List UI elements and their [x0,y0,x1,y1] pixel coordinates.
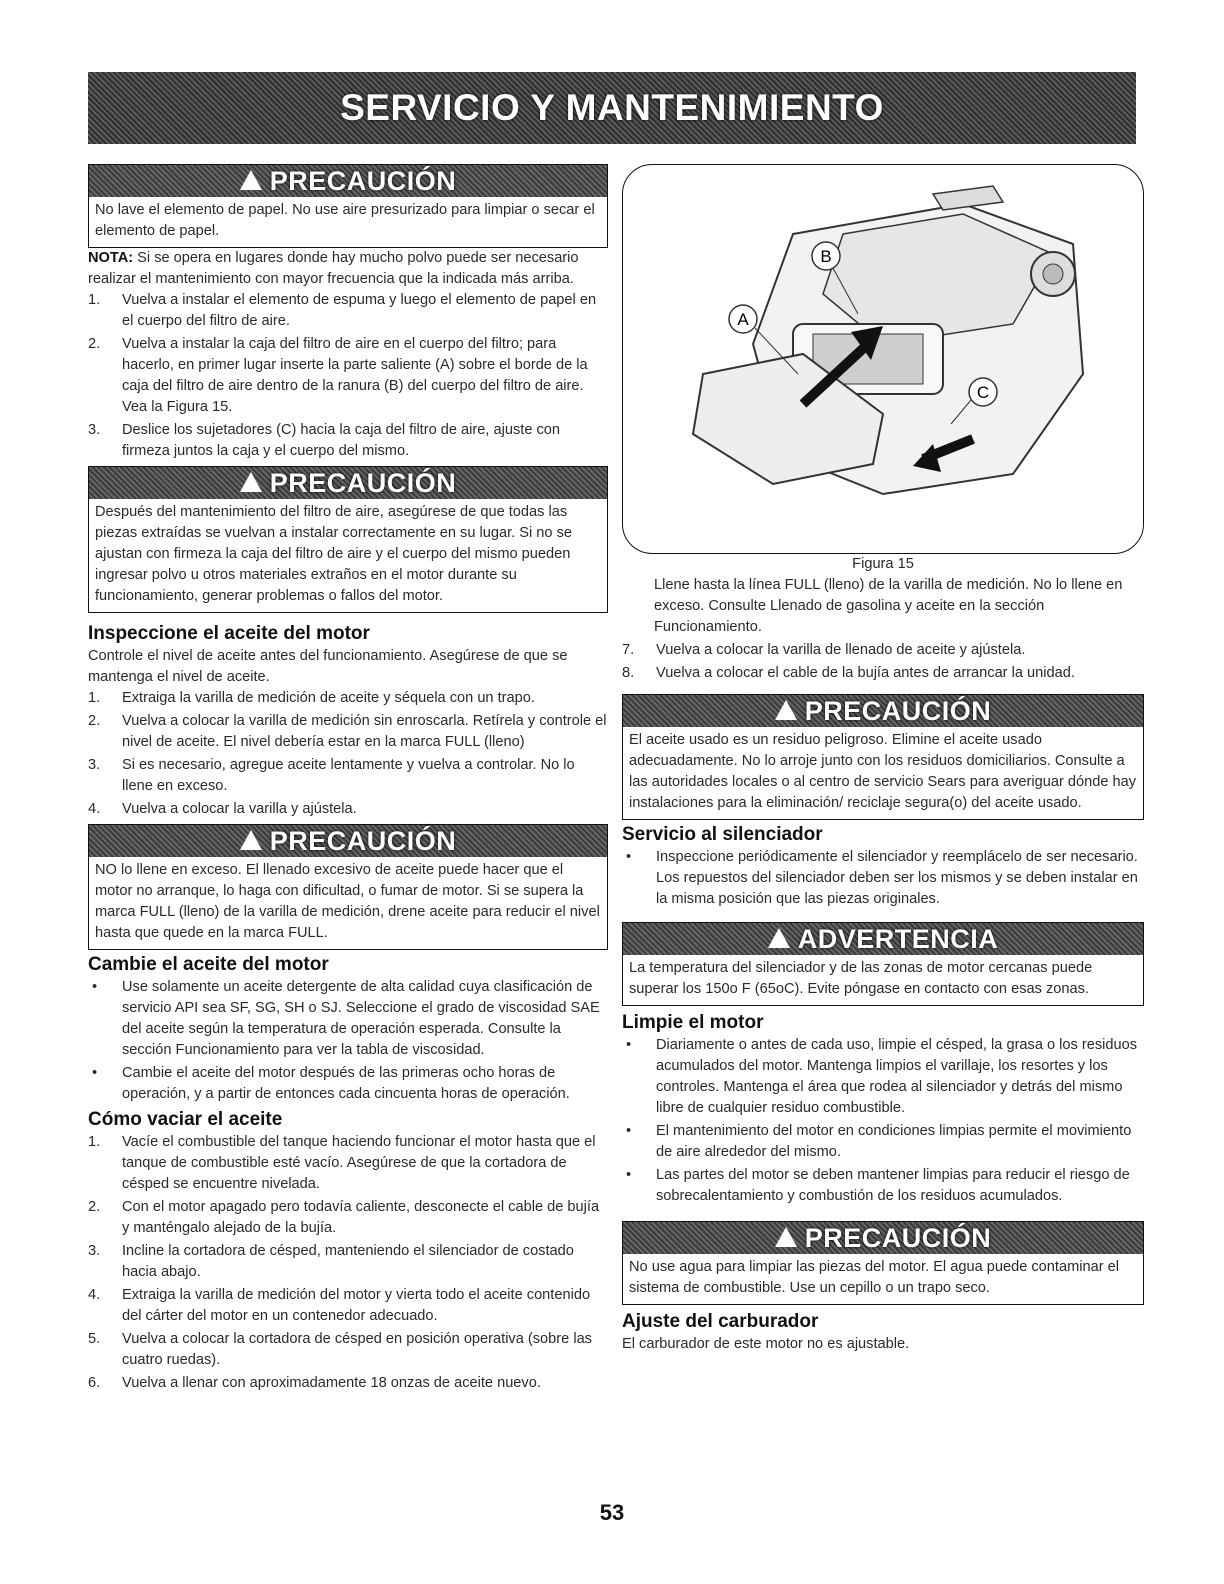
step-number: 3. [88,422,101,438]
list-item [88,334,608,418]
carburetor-text: El carburador de este motor no es ajustable. [622,1336,910,1352]
list-item [88,1329,608,1371]
warning-triangle-icon [775,1227,797,1247]
step-number: 1. [88,690,101,706]
list-item [88,1373,608,1394]
bullet-icon: • [626,1123,632,1139]
bullet-icon: • [626,1037,632,1053]
bullet-icon: • [626,1167,632,1183]
bullet-icon: • [92,1065,98,1081]
step-text: Vacíe el combustible del tanque haciendo funcionar el motor hasta que el tanque de combustible esté vacío. Asegúrese de que la cortadora de césped se encuentre nivelada. [122,1134,596,1192]
page-number: 53 [599,1500,625,1525]
step-text: Vuelva a colocar el cable de la bujía antes de arrancar la unidad. [656,665,1075,681]
bullet-text: Inspeccione periódicamente el silenciador y reemplácelo de ser necesario. Los repuestos del silenciador deben ser los mismos y se deben instalar en la misma posición que las piezas originales. [656,849,1138,907]
warning-header [623,923,1143,955]
section-header [88,72,1136,144]
step-text: Deslice los sujetadores (C) hacia la caja del filtro de aire, ajuste con firmeza juntos la caja y el cuerpo del mismo. [122,422,561,459]
caution-header [89,165,607,197]
change-oil-bullets [88,977,608,1105]
bullet-text: El mantenimiento del motor en condiciones limpias permite el movimiento de aire alrededor del mismo. [656,1123,1132,1160]
warning-triangle-icon [240,472,262,492]
warning-triangle-icon [240,170,262,190]
step-text: Si es necesario, agregue aceite lentamente y vuelva a controlar. No lo llene en exceso. [122,757,575,794]
list-item [88,1063,608,1105]
bullet-icon: • [92,979,98,995]
note-label: NOTA: [88,250,134,266]
caution-box-water [622,1221,1144,1305]
heading-inspect-oil: Inspeccione el aceite del motor [88,623,370,644]
warning-triangle-icon [775,700,797,720]
inspect-steps [88,688,608,820]
step-number: 4. [88,801,101,817]
note-text: Si se opera en lugares donde hay mucho polvo puede ser necesario realizar el mantenimiento con mayor frecuencia que la indicada más arriba. [88,250,579,287]
step-number: 4. [88,1287,101,1303]
warning-triangle-icon [240,830,262,850]
heading-drain-oil: Cómo vaciar el aceite [88,1109,283,1130]
caution-title: PRECAUCIÓN [269,467,457,498]
step-text: Vuelva a colocar la varilla de llenado de aceite y ajústela. [656,642,1026,658]
caution-text: El aceite usado es un residuo peligroso. Elimine el aceite usado adecuadamente. No lo arroje junto con los residuos domiciliarios. Consulte a las autoridades locales o al centro de servicio Sears para averiguar dónde hay instalaciones para la eliminación/ reciclaje segura(o) del aceite usado. [629,732,1137,811]
step-text: Vuelva a llenar con aproximadamente 18 onzas de aceite nuevo. [122,1375,541,1391]
list-item [622,1165,1144,1207]
list-item [88,799,608,820]
step-text: Incline la cortadora de césped, manteniendo el silenciador de costado hacia abajo. [122,1243,574,1280]
caution-header [89,467,607,499]
figure-caption: Figura 15 [852,556,914,572]
step-text: Vuelva a instalar la caja del filtro de aire en el cuerpo del filtro; para hacerlo, en primer lugar inserte la parte saliente (A) sobre el borde de la caja del filtro de aire dentro de la ranura (B) del cuerpo del filtro de aire. Vea la Figura 15. [122,336,588,415]
caution-title: PRECAUCIÓN [804,1222,992,1253]
list-item [88,688,608,709]
step-text: Vuelva a colocar la varilla y ajústela. [122,801,357,817]
figure-15 [622,164,1144,554]
step-text: Extraiga la varilla de medición del motor y vierta todo el aceite contenido del cárter del motor en un contenedor adecuado. [122,1287,591,1324]
clean-engine-bullets [622,1035,1144,1207]
muffler-bullets [622,847,1144,910]
label-a: A [737,310,749,329]
heading-carburetor: Ajuste del carburador [622,1311,819,1332]
step-number: 7. [622,642,635,658]
drain-steps [88,1132,608,1394]
list-item [88,1132,608,1195]
step-number: 3. [88,1243,101,1259]
air-filter-illustration [633,174,1133,544]
caution-title: PRECAUCIÓN [804,695,992,726]
step-text: Con el motor apagado pero todavía caliente, desconecte el cable de bujía y manténgalo alejado de la bujía. [122,1199,600,1236]
bullet-text: Use solamente un aceite detergente de alta calidad cuya clasificación de servicio API sea SF, SG, SH o SJ. Seleccione el grado de viscosidad SAE del aceite según la temperatura de operación esperada. Consulte la sección Funcionamiento para ver la tabla de viscosidad. [122,979,600,1058]
warning-box-muffler-heat [622,922,1144,1006]
list-item [88,290,608,332]
label-b: B [820,247,832,266]
label-c: C [976,383,990,402]
list-item [88,420,608,462]
warning-triangle-icon [768,928,790,948]
caution-text: Después del mantenimiento del filtro de aire, asegúrese de que todas las piezas extraídas se vuelvan a instalar correctamente en su lugar. Si no se ajustan con firmeza la caja del filtro de aire y el cuerpo del mismo pueden ingresar polvo u otros materiales extraños en el motor durante su funcionamiento, generar problemas o fallos del motor. [95,504,572,604]
right-column [622,164,1144,1355]
caution-box-overfill [88,824,608,950]
list-item [88,711,608,753]
bullet-text: Diariamente o antes de cada uso, limpie el césped, la grasa o los residuos acumulados del motor. Mantenga limpios el varillaje, los resortes y los controles. Mantenga el área que rodea al silenciador y detrás del mismo libre de cualquier residuo combustible. [656,1037,1138,1116]
step-number: 6. [88,1375,101,1391]
list-item [622,1121,1144,1163]
reassembly-steps [622,640,1144,684]
step-number: 2. [88,1199,101,1215]
step-number: 1. [88,1134,101,1150]
caution-header [89,825,607,857]
step-text: Vuelva a colocar la varilla de medición sin enroscarla. Retírela y controle el nivel de aceite. El nivel debería estar en la marca FULL (lleno) [122,713,607,750]
list-item [88,755,608,797]
fill-instructions: Llene hasta la línea FULL (lleno) de la varilla de medición. No lo llene en exceso. Consulte Llenado de gasolina y aceite en la sección Funcionamiento. [654,577,1123,635]
bullet-text: Las partes del motor se deben mantener limpias para reducir el riesgo de sobrecalentamiento y combustión de los residuos acumulados. [656,1167,1130,1204]
caution-text: No use agua para limpiar las piezas del motor. El agua puede contaminar el sistema de combustible. Use un cepillo o un trapo seco. [629,1259,1119,1296]
step-number: 8. [622,665,635,681]
step-number: 2. [88,713,101,729]
step-number: 1. [88,292,101,308]
step-number: 5. [88,1331,101,1347]
heading-muffler: Servicio al silenciador [622,824,823,845]
step-number: 2. [88,336,101,352]
list-item [622,1035,1144,1119]
list-item [622,640,1144,661]
note-paragraph [88,248,608,290]
caution-title: PRECAUCIÓN [269,165,457,196]
list-item [622,847,1144,910]
step-text: Extraiga la varilla de medición de aceite y séquela con un trapo. [122,690,535,706]
heading-change-oil: Cambie el aceite del motor [88,954,329,975]
list-item [88,1241,608,1283]
reinstall-steps [88,290,608,462]
caution-header [623,695,1143,727]
warning-title: ADVERTENCIA [797,923,999,954]
caution-text: No lave el elemento de papel. No use aire presurizado para limpiar o secar el elemento de papel. [95,202,595,239]
caution-box-paper-element [88,164,608,248]
list-item [88,1197,608,1239]
step-number: 3. [88,757,101,773]
list-item [622,663,1144,684]
heading-clean-engine: Limpie el motor [622,1012,764,1033]
section-title: SERVICIO Y MANTENIMIENTO [340,87,884,128]
bullet-text: Cambie el aceite del motor después de las primeras ocho horas de operación, y a partir de entonces cada cincuenta horas de operación. [122,1065,570,1102]
list-item [88,977,608,1061]
caution-text: NO lo llene en exceso. El llenado excesivo de aceite puede hacer que el motor no arranque, lo haga con dificultad, o fumar de motor. Si se supera la marca FULL (lleno) de la varilla de medición, drene aceite para reducir el nivel hasta que quede en la marca FULL. [95,862,600,941]
caution-title: PRECAUCIÓN [269,825,457,856]
caution-box-air-filter [88,466,608,613]
bullet-icon: • [626,849,632,865]
step-text: Vuelva a colocar la cortadora de césped en posición operativa (sobre las cuatro ruedas). [122,1331,592,1368]
left-column [88,164,608,1396]
list-item [88,1285,608,1327]
caution-box-used-oil [622,694,1144,820]
inspect-intro: Controle el nivel de aceite antes del funcionamiento. Asegúrese de que se mantenga el nivel de aceite. [88,648,568,685]
caution-header [623,1222,1143,1254]
step-text: Vuelva a instalar el elemento de espuma y luego el elemento de papel en el cuerpo del filtro de aire. [122,292,597,329]
warning-text: La temperatura del silenciador y de las zonas de motor cercanas puede superar los 150o F (65oC). Evite póngase en contacto con esas zonas. [629,960,1093,997]
